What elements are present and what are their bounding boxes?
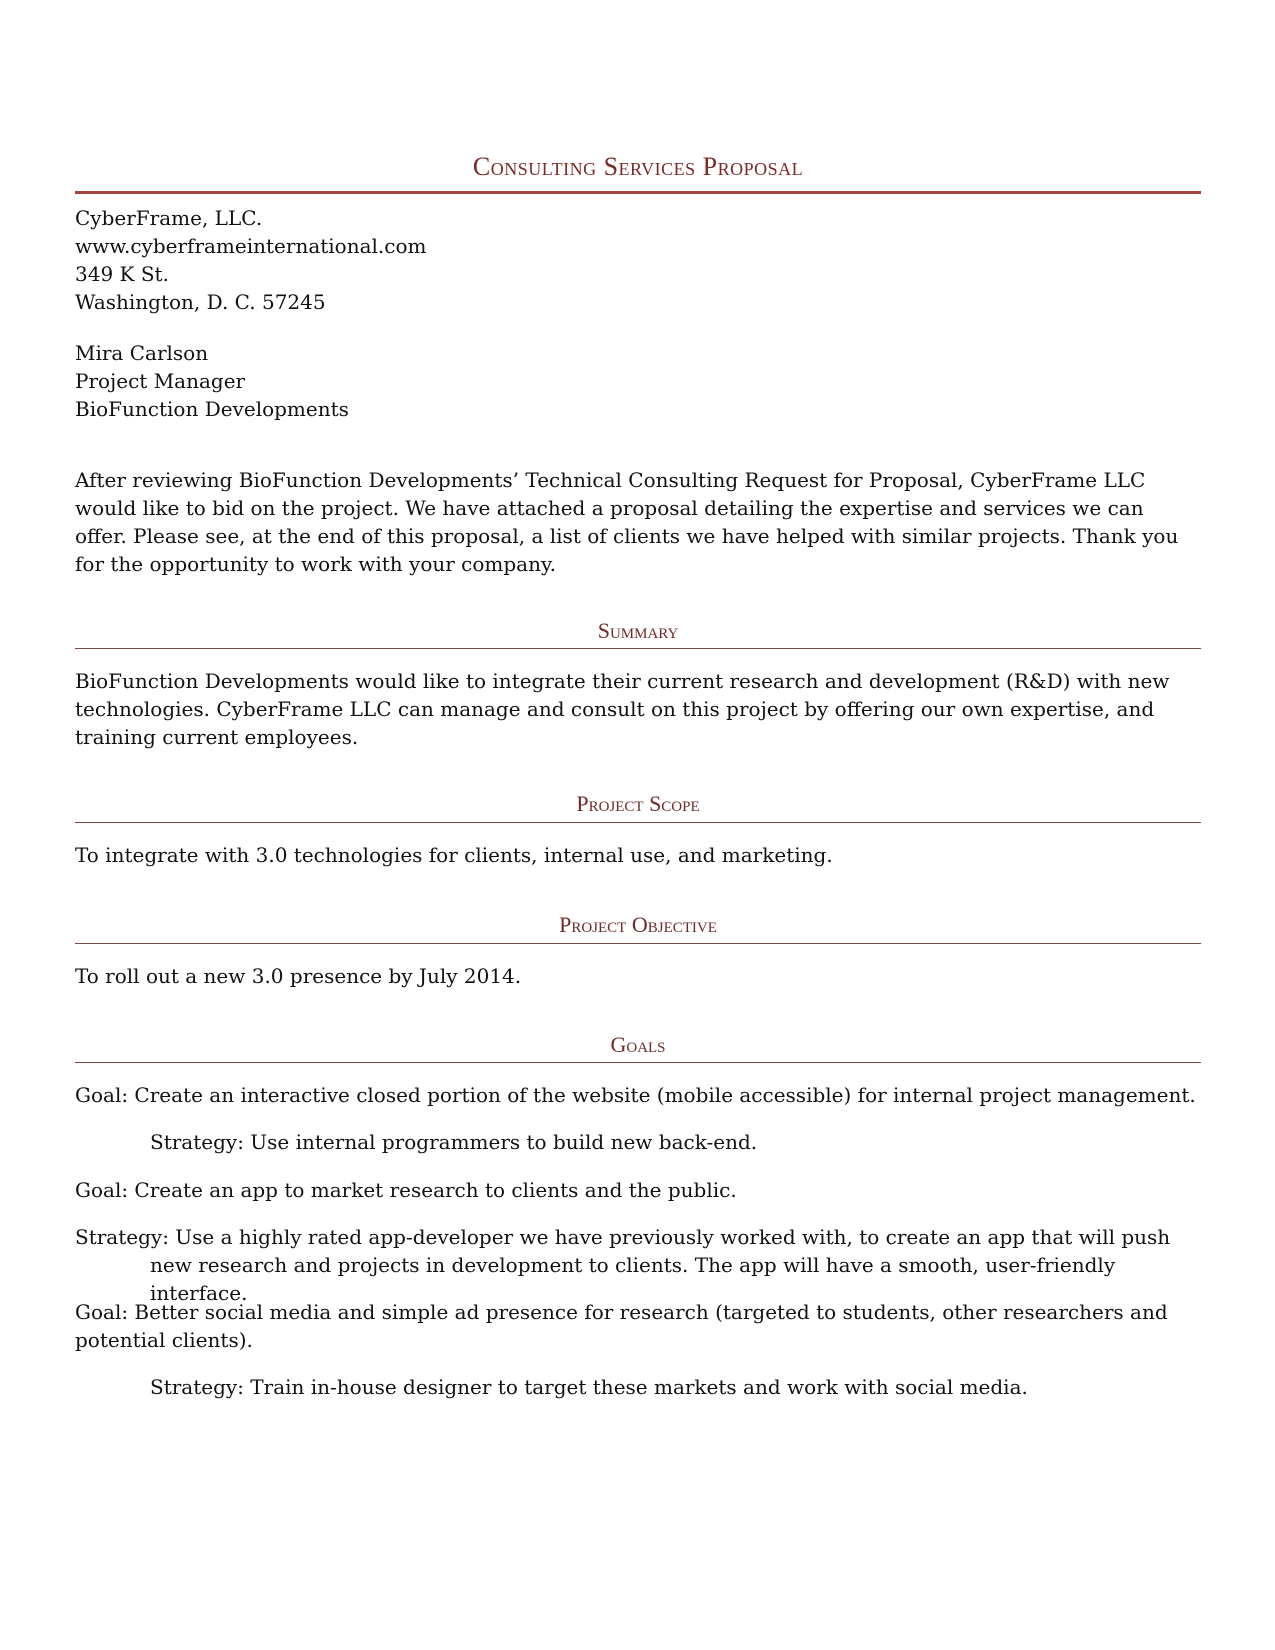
recipient-role: Project Manager [75,369,246,393]
goals-heading: Goals [610,1032,666,1057]
recipient-address [75,339,1201,423]
document-page [75,0,1201,1650]
scope-divider [75,822,1201,823]
sender-address [75,204,1201,316]
scope-heading: Project Scope [576,791,700,816]
document-title: Consulting Services Proposal [472,152,804,181]
recipient-name: Mira Carlson [75,341,209,365]
strategy-item: Strategy: Use internal programmers to build new back-end. [150,1130,758,1154]
goal-item: Goal: Better social media and simple ad presence for research (targeted to students, other researchers and potential clients). [75,1300,1168,1352]
title-divider [75,191,1201,194]
goal-item: Goal: Create an interactive closed portion of the website (mobile accessible) for internal project management. [75,1083,1196,1107]
objective-heading: Project Objective [559,912,717,937]
strategy-item: Strategy: Train in-house designer to target these markets and work with social media. [150,1375,1028,1399]
summary-divider [75,648,1201,649]
summary-text: BioFunction Developments would like to integrate their current research and development (R&D) with new technologies. CyberFrame LLC can manage and consult on this project by offering our own expertise, and training current employees. [75,669,1170,749]
sender-street: 349 K St. [75,262,169,286]
recipient-company: BioFunction Developments [75,397,349,421]
objective-text: To roll out a new 3.0 presence by July 2014. [75,964,522,988]
objective-divider [75,943,1201,944]
sender-company: CyberFrame, LLC. [75,206,263,230]
summary-heading: Summary [597,618,679,643]
scope-text: To integrate with 3.0 technologies for clients, internal use, and marketing. [75,843,833,867]
sender-city: Washington, D. C. 57245 [75,290,326,314]
goal-item: Goal: Create an app to market research to clients and the public. [75,1178,737,1202]
goals-divider [75,1062,1201,1063]
sender-website: www.cyberframeinternational.com [75,234,427,258]
intro-paragraph: After reviewing BioFunction Developments’ Technical Consulting Request for Proposal, CyberFrame LLC would like to bid on the project. We have attached a proposal detailing the expertise and services we can offer. Please see, at the end of this proposal, a list of clients we have helped with similar projects. Thank you for the opportunity to work with your company. [75,468,1179,576]
strategy-item: Strategy: Use a highly rated app-developer we have previously worked with, to create an app that will push new research and projects in development to clients. The app will have a smooth, user-friendly interface. [75,1225,1171,1305]
